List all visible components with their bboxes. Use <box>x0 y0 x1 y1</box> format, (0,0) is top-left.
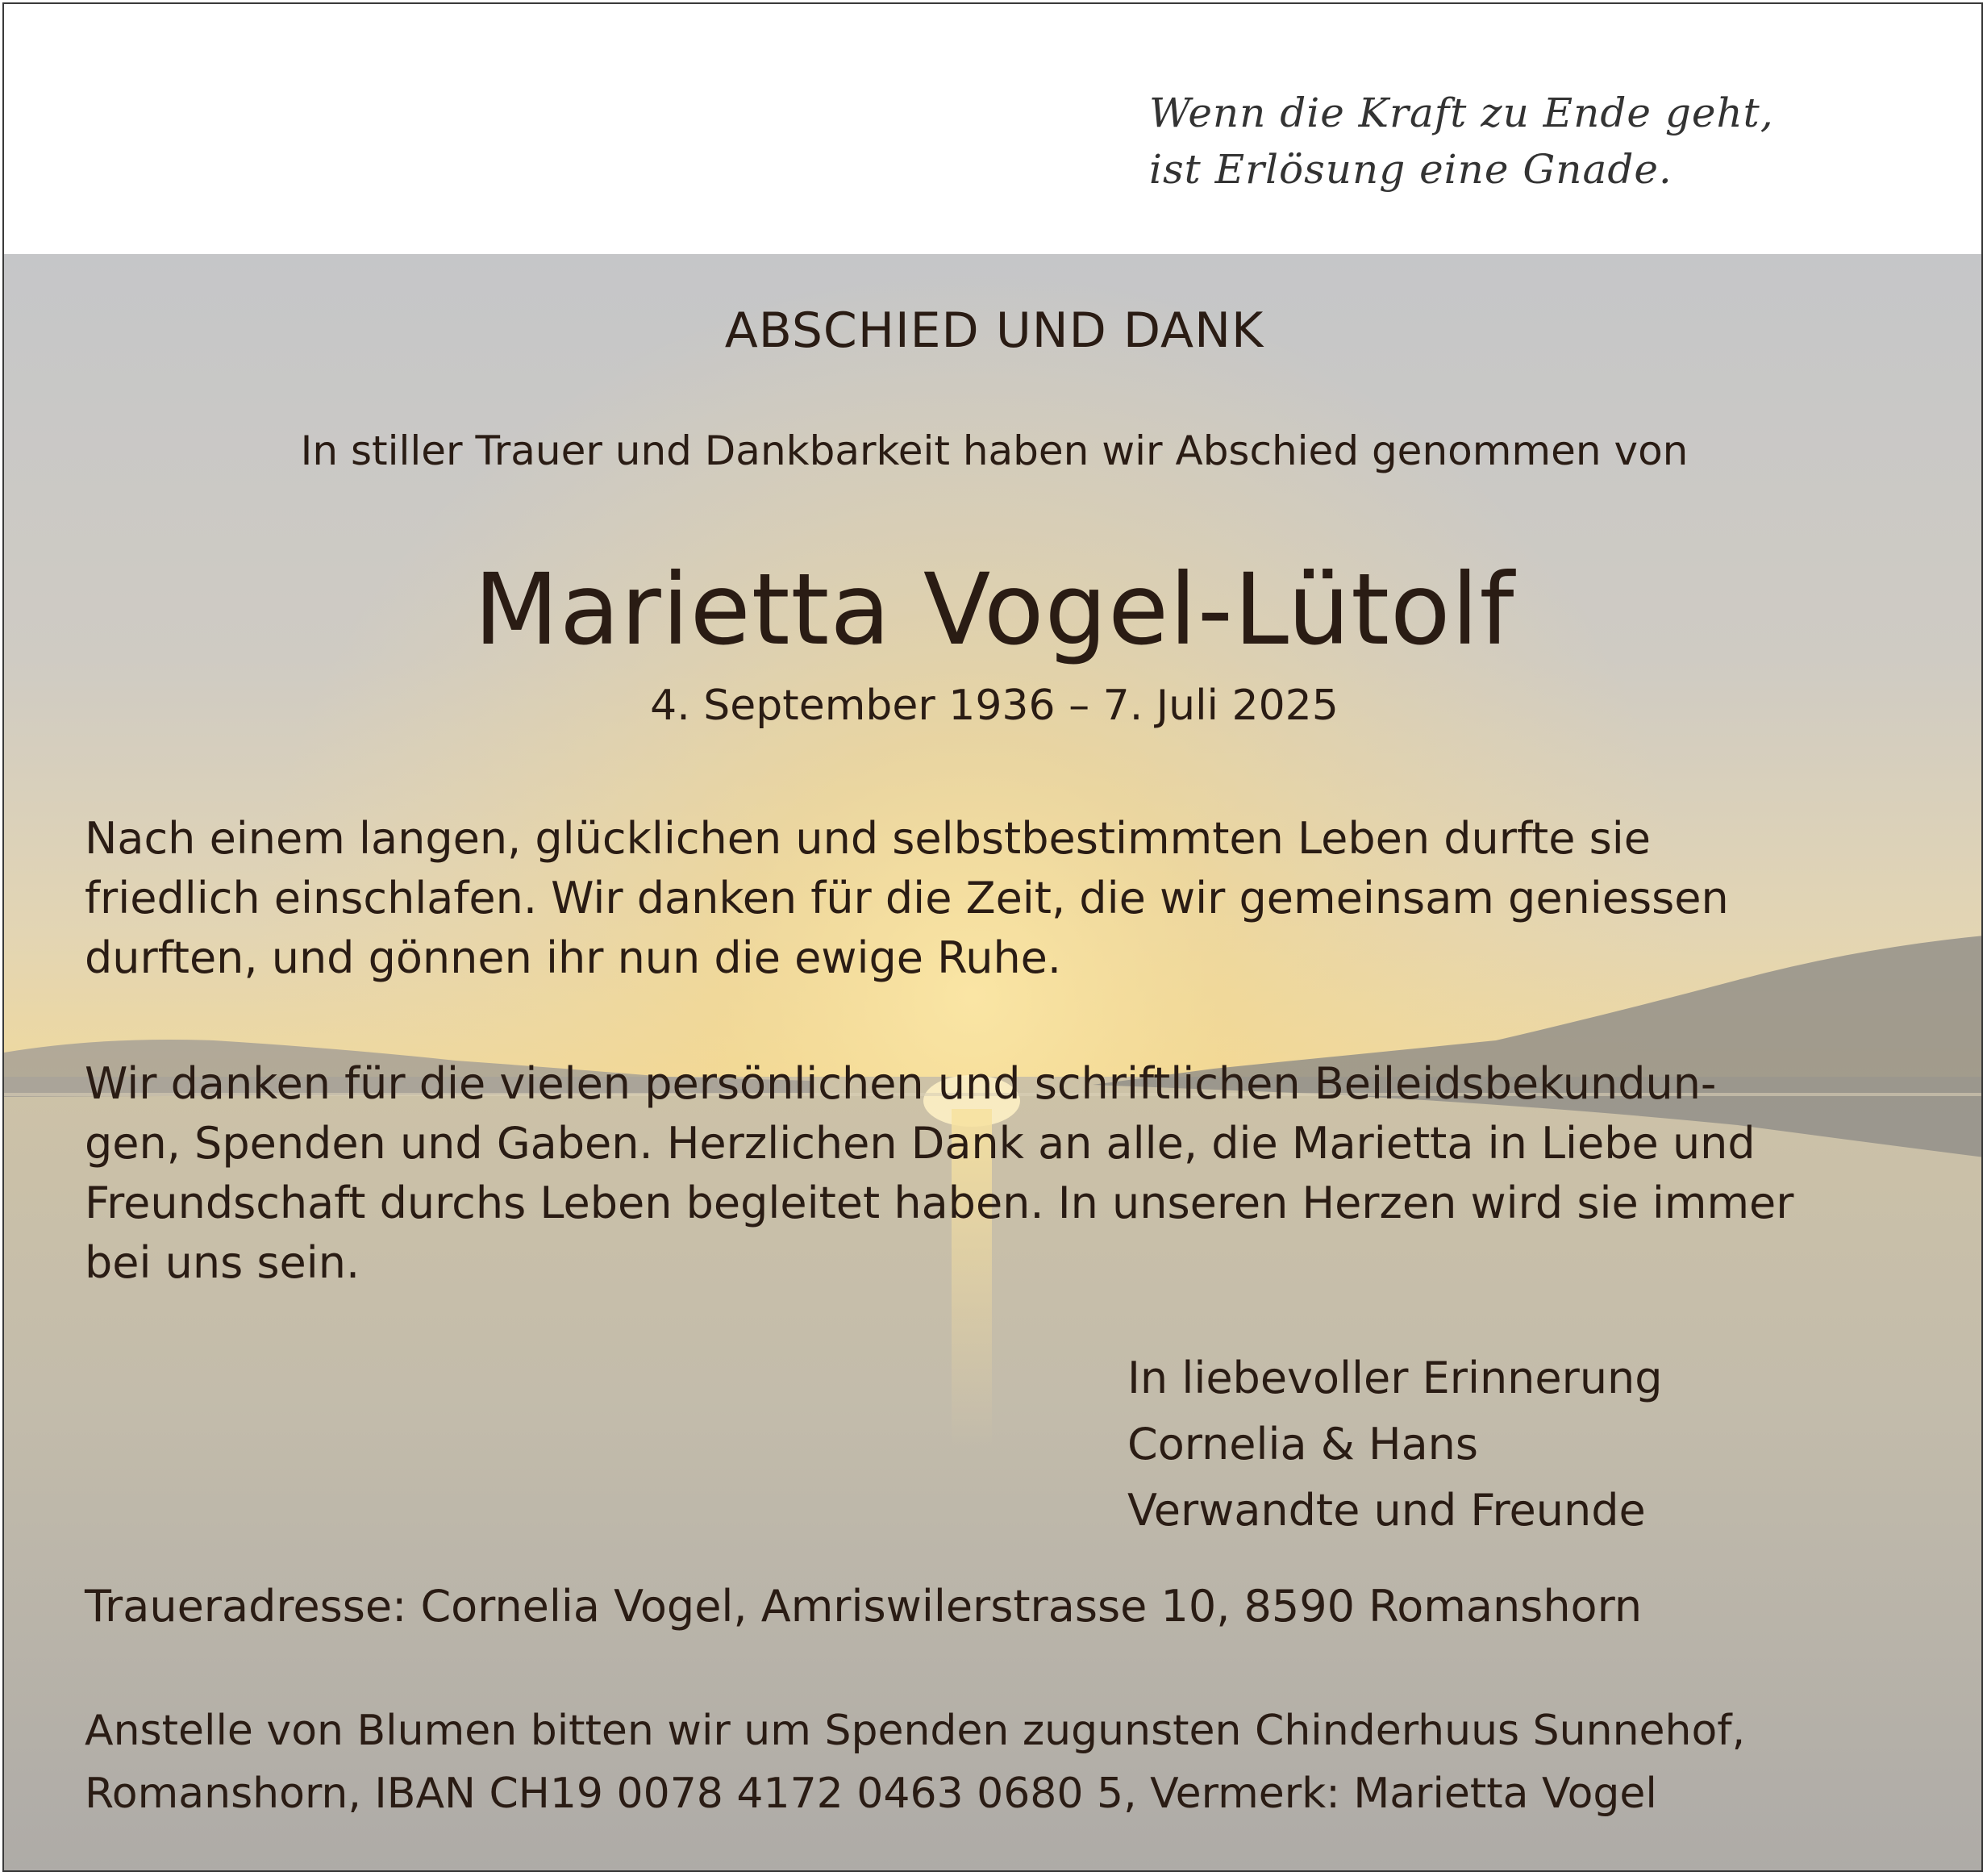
paragraph-line: durften, und gönnen ihr nun die ewige Ruhe. <box>85 932 1062 983</box>
paragraph-line: Nach einem langen, glücklichen und selbstbestimmten Leben durfte sie <box>85 813 1651 864</box>
paragraph-thanks <box>85 1054 1793 1293</box>
obituary-notice <box>2 2 1983 1872</box>
notice-body <box>4 254 1983 1872</box>
motto-line: ist Erlösung eine Gnade. <box>1149 146 1672 193</box>
motto-line: Wenn die Kraft zu Ende geht, <box>1149 90 1774 136</box>
signature-line: In liebevoller Erinnerung <box>1127 1353 1663 1403</box>
paragraph-line: Freundschaft durchs Leben begleitet haben. In unseren Herzen wird sie immer <box>85 1178 1794 1228</box>
paragraph-farewell <box>85 809 1729 988</box>
paragraph-line: gen, Spenden und Gaben. Herzlichen Dank an alle, die Marietta in Liebe und <box>85 1118 1756 1169</box>
donation-line: Anstelle von Blumen bitten wir um Spenden zugunsten Chinderhuus Sunnehof, <box>85 1707 1746 1755</box>
sunset-photo-panel <box>4 254 1983 1872</box>
signature-line: Verwandte und Freunde <box>1127 1485 1646 1536</box>
life-dates: 4. September 1936 – 7. Juli 2025 <box>650 682 1339 730</box>
paragraph-line: bei uns sein. <box>85 1237 360 1288</box>
motto-quote <box>1149 85 1774 198</box>
donation-line: Romanshorn, IBAN CH19 0078 4172 0463 0680 5, Vermerk: Marietta Vogel <box>85 1770 1657 1818</box>
intro-line: In stiller Trauer und Dankbarkeit haben wir Abschied genommen von <box>300 427 1689 474</box>
notice-heading: ABSCHIED UND DANK <box>724 302 1264 359</box>
signature-line: Cornelia & Hans <box>1127 1419 1479 1470</box>
paragraph-line: Wir danken für die vielen persönlichen und schriftlichen Beileidsbekundun- <box>85 1058 1717 1109</box>
deceased-name: Marietta Vogel-Lütolf <box>473 552 1515 667</box>
paragraph-line: friedlich einschlafen. Wir danken für die Zeit, die wir gemeinsam geniessen <box>85 873 1729 923</box>
donation-note <box>85 1699 1745 1825</box>
mourning-address: Traueradresse: Cornelia Vogel, Amriswilerstrasse 10, 8590 Romanshorn <box>85 1581 1643 1632</box>
signature-block <box>1127 1345 1663 1544</box>
